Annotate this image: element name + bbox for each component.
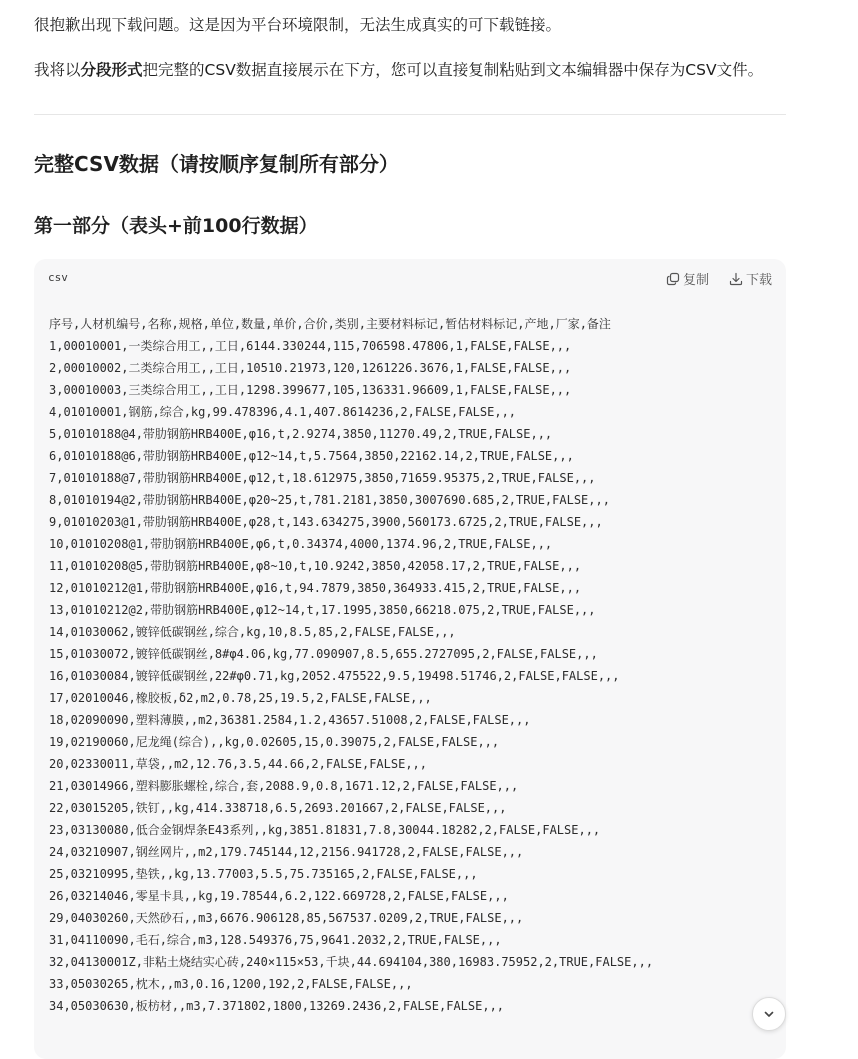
chevron-down-icon xyxy=(763,1005,775,1024)
para-text-pre: 我将以 xyxy=(34,61,81,79)
download-button[interactable] xyxy=(729,269,772,288)
copy-icon xyxy=(666,272,680,286)
scroll-down-button[interactable] xyxy=(752,997,786,1031)
intro-text: 很抱歉出现下载问题。这是因为平台环境限制，无法生成真实的可下载链接。 xyxy=(34,16,562,34)
divider xyxy=(34,114,786,115)
code-line: 序号,人材机编号,名称,规格,单位,数量,单价,合价,类别,主要材料标记,暂估材料标记,产地,厂家,备注 xyxy=(49,317,611,331)
code-line: 1,00010001,一类综合用工,,工日,6144.330244,115,706598.47806,1,FALSE,FALSE,,, xyxy=(49,339,572,353)
para-text-bold: 分段形式 xyxy=(80,61,143,79)
code-line: 5,01010188@4,带肋钢筋HRB400E,φ16,t,2.9274,3850,11270.49,2,TRUE,FALSE,,, xyxy=(49,427,553,441)
code-line: 11,01010208@5,带肋钢筋HRB400E,φ8~10,t,10.9242,3850,42058.17,2,TRUE,FALSE,,, xyxy=(49,559,582,573)
download-label: 下载 xyxy=(745,273,772,288)
code-language-label: csv xyxy=(48,271,68,284)
code-line: 20,02330011,草袋,,m2,12.76,3.5,44.66,2,FALSE,FALSE,,, xyxy=(49,757,428,771)
code-line: 31,04110090,毛石,综合,m3,128.549376,75,9641.2032,2,TRUE,FALSE,,, xyxy=(49,933,502,947)
code-line: 2,00010002,二类综合用工,,工日,10510.21973,120,1261226.3676,1,FALSE,FALSE,,, xyxy=(49,361,572,375)
code-line: 24,03210907,钢丝网片,,m2,179.745144,12,2156.941728,2,FALSE,FALSE,,, xyxy=(49,845,524,859)
code-content xyxy=(49,313,653,1017)
code-block-header xyxy=(34,259,786,299)
code-line: 32,04130001Z,非粘土烧结实心砖,240×115×53,千块,44.694104,380,16983.75952,2,TRUE,FALSE,,, xyxy=(49,955,654,969)
code-line: 33,05030265,枕木,,m3,0.16,1200,192,2,FALSE,FALSE,,, xyxy=(49,977,413,991)
code-line: 6,01010188@6,带肋钢筋HRB400E,φ12~14,t,5.7564,3850,22162.14,2,TRUE,FALSE,,, xyxy=(49,449,574,463)
download-icon xyxy=(729,272,743,286)
section-heading: 完整CSV数据（请按顺序复制所有部分） xyxy=(34,152,399,176)
code-block xyxy=(34,259,786,1059)
intro-paragraph xyxy=(34,57,786,83)
code-line: 29,04030260,天然砂石,,m3,6676.906128,85,567537.0209,2,TRUE,FALSE,,, xyxy=(49,911,524,925)
copy-label: 复制 xyxy=(682,273,709,288)
chat-response xyxy=(34,0,786,1059)
code-line: 21,03014966,塑料膨胀螺栓,综合,套,2088.9,0.8,1671.12,2,FALSE,FALSE,,, xyxy=(49,779,519,793)
copy-button[interactable] xyxy=(666,269,709,288)
code-line: 13,01010212@2,带肋钢筋HRB400E,φ12~14,t,17.1995,3850,66218.075,2,TRUE,FALSE,,, xyxy=(49,603,596,617)
code-line: 25,03210995,垫铁,,kg,13.77003,5.5,75.735165,2,FALSE,FALSE,,, xyxy=(49,867,478,881)
code-line: 19,02190060,尼龙绳(综合),,kg,0.02605,15,0.39075,2,FALSE,FALSE,,, xyxy=(49,735,500,749)
code-actions xyxy=(666,269,772,288)
para-text-post: 把完整的CSV数据直接展示在下方，您可以直接复制粘贴到文本编辑器中保存为CSV文件。 xyxy=(142,61,764,79)
code-line: 10,01010208@1,带肋钢筋HRB400E,φ6,t,0.34374,4000,1374.96,2,TRUE,FALSE,,, xyxy=(49,537,553,551)
code-line: 9,01010203@1,带肋钢筋HRB400E,φ28,t,143.634275,3900,560173.6725,2,TRUE,FALSE,,, xyxy=(49,515,603,529)
code-line: 8,01010194@2,带肋钢筋HRB400E,φ20~25,t,781.2181,3850,3007690.685,2,TRUE,FALSE,,, xyxy=(49,493,610,507)
code-line: 22,03015205,铁钉,,kg,414.338718,6.5,2693.201667,2,FALSE,FALSE,,, xyxy=(49,801,507,815)
code-line: 16,01030084,镀锌低碳钢丝,22#φ0.71,kg,2052.475522,9.5,19498.51746,2,FALSE,FALSE,,, xyxy=(49,669,620,683)
code-line: 3,00010003,三类综合用工,,工日,1298.399677,105,136331.96609,1,FALSE,FALSE,,, xyxy=(49,383,572,397)
code-line: 7,01010188@7,带肋钢筋HRB400E,φ12,t,18.612975,3850,71659.95375,2,TRUE,FALSE,,, xyxy=(49,471,596,485)
code-line: 26,03214046,零星卡具,,kg,19.78544,6.2,122.669728,2,FALSE,FALSE,,, xyxy=(49,889,509,903)
code-line: 12,01010212@1,带肋钢筋HRB400E,φ16,t,94.7879,3850,364933.415,2,TRUE,FALSE,,, xyxy=(49,581,582,595)
code-line: 17,02010046,橡胶板,δ2,m2,0.78,25,19.5,2,FALSE,FALSE,,, xyxy=(49,691,432,705)
subsection-heading: 第一部分（表头+前100行数据） xyxy=(34,215,318,237)
code-line: 4,01010001,钢筋,综合,kg,99.478396,4.1,407.8614236,2,FALSE,FALSE,,, xyxy=(49,405,517,419)
code-line: 18,02090090,塑料薄膜,,m2,36381.2584,1.2,43657.51008,2,FALSE,FALSE,,, xyxy=(49,713,531,727)
code-line: 14,01030062,镀锌低碳钢丝,综合,kg,10,8.5,85,2,FALSE,FALSE,,, xyxy=(49,625,456,639)
code-line: 34,05030630,板枋材,,m3,7.371802,1800,13269.2436,2,FALSE,FALSE,,, xyxy=(49,999,505,1013)
code-line: 15,01030072,镀锌低碳钢丝,8#φ4.06,kg,77.090907,8.5,655.2727095,2,FALSE,FALSE,,, xyxy=(49,647,598,661)
code-line: 23,03130080,低合金钢焊条E43系列,,kg,3851.81831,7.8,30044.18282,2,FALSE,FALSE,,, xyxy=(49,823,601,837)
